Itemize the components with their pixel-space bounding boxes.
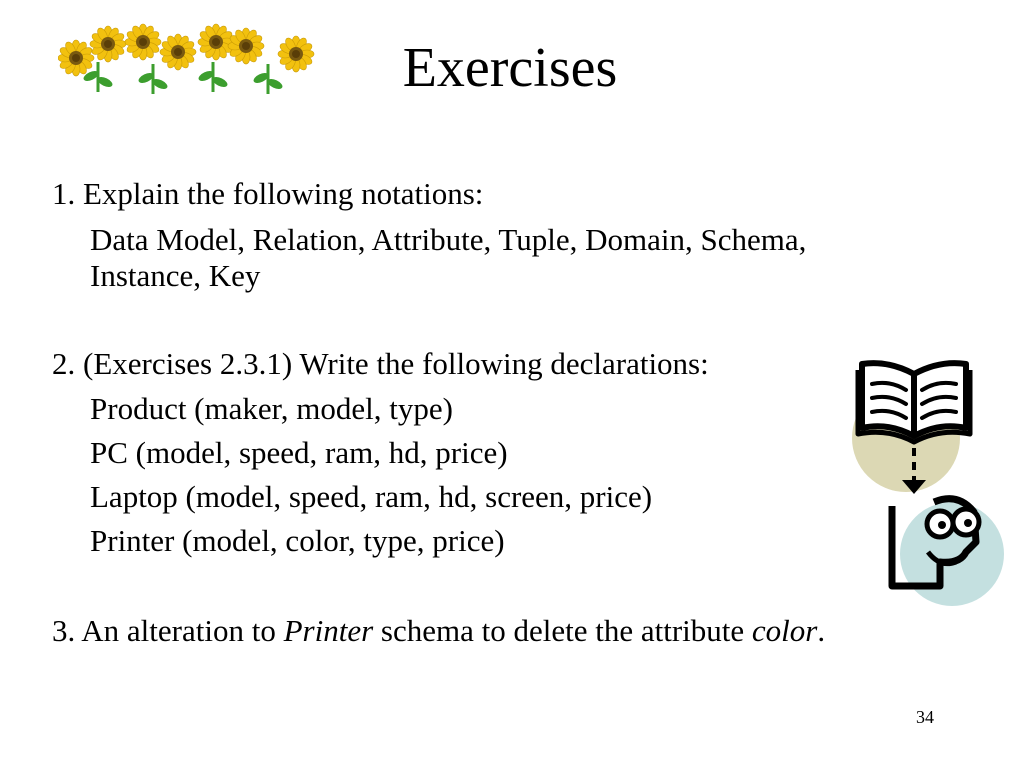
exercise-2-heading: 2. (Exercises 2.3.1) Write the following declarations: [52, 346, 709, 381]
exercise-3-suffix: . [817, 613, 826, 648]
list-item: Laptop (model, speed, ram, hd, screen, price) [90, 479, 653, 514]
exercise-3-text [52, 613, 825, 649]
exercise-1-heading: 1. Explain the following notations: [52, 176, 484, 211]
exercise-3-prefix: 3. An alteration to [52, 613, 284, 648]
list-item: PC (model, speed, ram, hd, price) [90, 435, 508, 470]
list-item: Product (maker, model, type) [90, 391, 453, 426]
exercise-3-printer: Printer [283, 613, 374, 648]
exercise-1-terms: Data Model, Relation, Attribute, Tuple, Domain, Schema, [90, 222, 807, 257]
book-reader-icon [848, 356, 1008, 612]
page-title: Exercises [402, 37, 618, 99]
exercise-1-terms-cont: Instance, Key [90, 258, 261, 293]
exercise-3-color: color [751, 613, 818, 648]
list-item: Printer (model, color, type, price) [90, 523, 505, 558]
page-number: 34 [916, 707, 934, 727]
exercise-3-middle: schema to delete the attribute [373, 613, 752, 648]
